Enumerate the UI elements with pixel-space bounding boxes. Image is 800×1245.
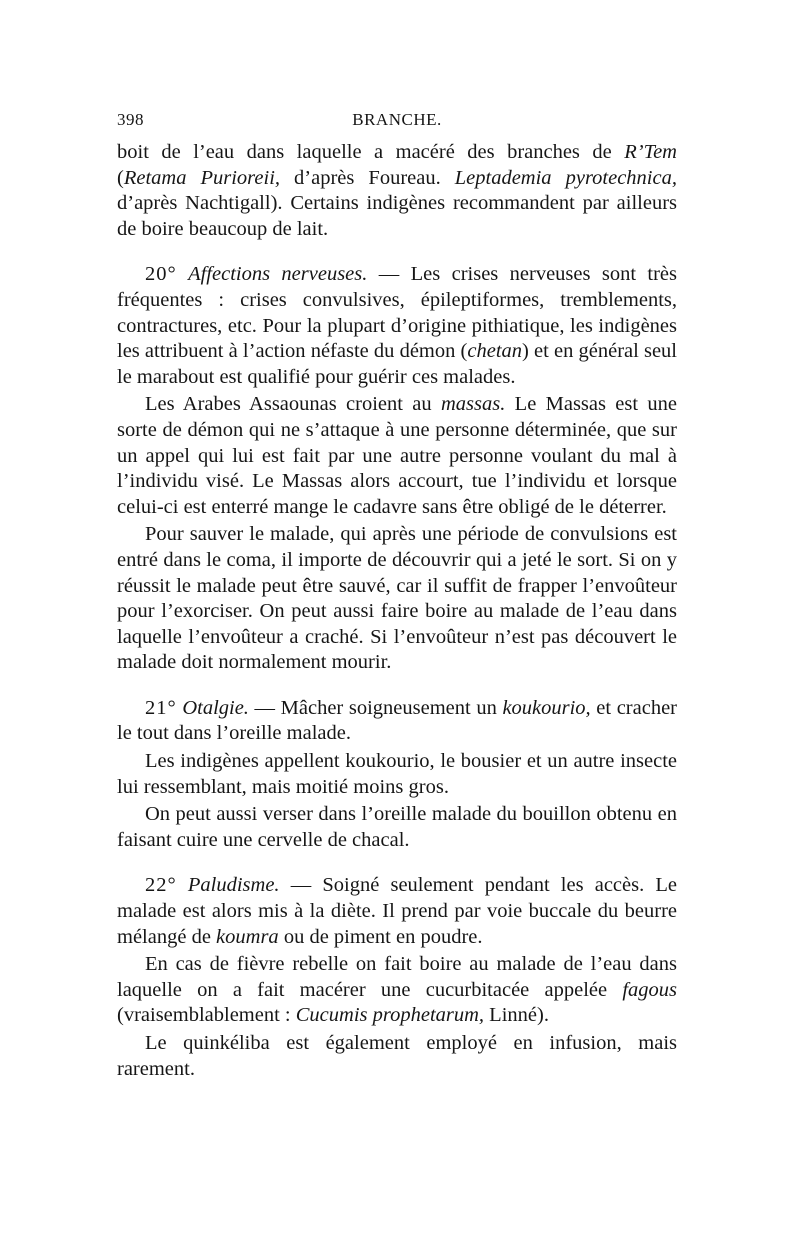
italic-term: koumra: [216, 925, 279, 948]
section-number: 20°: [145, 263, 177, 286]
paragraph: Pour sauver le malade, qui après une période de convulsions est entré dans le coma, il importe de découvrir qui a jeté le sort. Si on y réussit le malade peut être sauvé, car il suffit de frapper l’envoûteur pour l’exorciser. On peut aussi faire boire au malade de l’eau dans laquelle l’envoûteur a craché. Si l’envoûteur n’est pas découvert le malade doit normalement mourir.: [117, 523, 677, 674]
text-run: En cas de fièvre rebelle on fait boire au malade de l’eau dans laquelle on a fait macérer une cucurbitacée appelée: [117, 953, 677, 1001]
italic-term: massas.: [440, 393, 506, 416]
section-title: Otalgie.: [182, 696, 249, 719]
text-run: Linné).: [484, 1004, 549, 1027]
italic-term: koukourio,: [502, 696, 591, 719]
paragraph: On peut aussi verser dans l’oreille malade du bouillon obtenu en faisant cuire une cervelle de chacal.: [117, 803, 677, 851]
section-title: Paludisme.: [187, 874, 280, 897]
section-22-paragraph: [117, 873, 677, 950]
book-page: [117, 110, 677, 1082]
section-number: 22°: [145, 874, 177, 897]
paragraph: Les indigènes appellent koukourio, le bousier et un autre insecte lui ressemblant, mais moitié moins gros.: [117, 750, 677, 798]
italic-term: Leptademia pyrotechnica,: [454, 166, 677, 189]
running-title: BRANCHE.: [352, 110, 442, 129]
text-run: ou de piment en poudre.: [278, 925, 483, 948]
text-run: Les Arabes Assaounas croient au: [145, 393, 441, 416]
italic-term: Retama Purioreii,: [123, 166, 281, 189]
section-number: 21°: [145, 696, 177, 719]
paragraph: Le quinkéliba est également employé en infusion, mais rarement.: [117, 1032, 677, 1080]
section-21-paragraph: [117, 696, 677, 747]
section-20-paragraph: [117, 262, 677, 390]
text-run: ) et en général seul le marabout est qualifié pour guérir ces malades.: [117, 340, 678, 388]
italic-term: chetan: [467, 340, 523, 363]
text-run: (: [117, 166, 124, 189]
text-run: (vraisemblablement :: [117, 1004, 296, 1027]
italic-term: fagous: [622, 978, 677, 1001]
text-run: Le Massas est une sorte de démon qui ne s’attaque à une personne déterminée, que sur un appel qui lui est fait par une autre personne voulant du mal à l’individu visé. Le Massas alors accourt, tue l’individu et lorsque celui-ci est enterré mange le cadavre sans être obligé de le déterrer.: [117, 393, 677, 518]
paragraph: [117, 392, 677, 520]
text-run: boit de l’eau dans laquelle a macéré des branches de: [117, 141, 625, 163]
section-title: Affections nerveuses.: [188, 263, 368, 286]
text-run: — Les crises nerveuses sont très fréquentes : crises convulsives, épileptiformes, tremblements, contractures, etc. Pour la plupart d’origine pithiatique, les indigènes les attribuent à l’action néfaste du démon (: [117, 263, 677, 363]
text-run: — Mâcher soigneusement un: [248, 696, 503, 719]
paragraph-continued: [117, 140, 677, 242]
paragraph: [117, 952, 677, 1029]
italic-term: R’Tem: [624, 141, 677, 163]
text-run: — Soigné seulement pendant les accès. Le malade est alors mis à la diète. Il prend par voie buccale du beurre mélangé de: [117, 874, 678, 948]
text-run: d’après Nachtigall). Certains indigènes recommandent par ailleurs de boire beaucoup de lait.: [117, 192, 677, 240]
page-number: 398: [117, 110, 144, 129]
page-header: [117, 110, 677, 140]
italic-term: Cucumis prophetarum,: [295, 1004, 485, 1027]
text-run: et cracher le tout dans l’oreille malade.: [117, 696, 677, 745]
text-run: d’après Foureau.: [280, 166, 455, 189]
